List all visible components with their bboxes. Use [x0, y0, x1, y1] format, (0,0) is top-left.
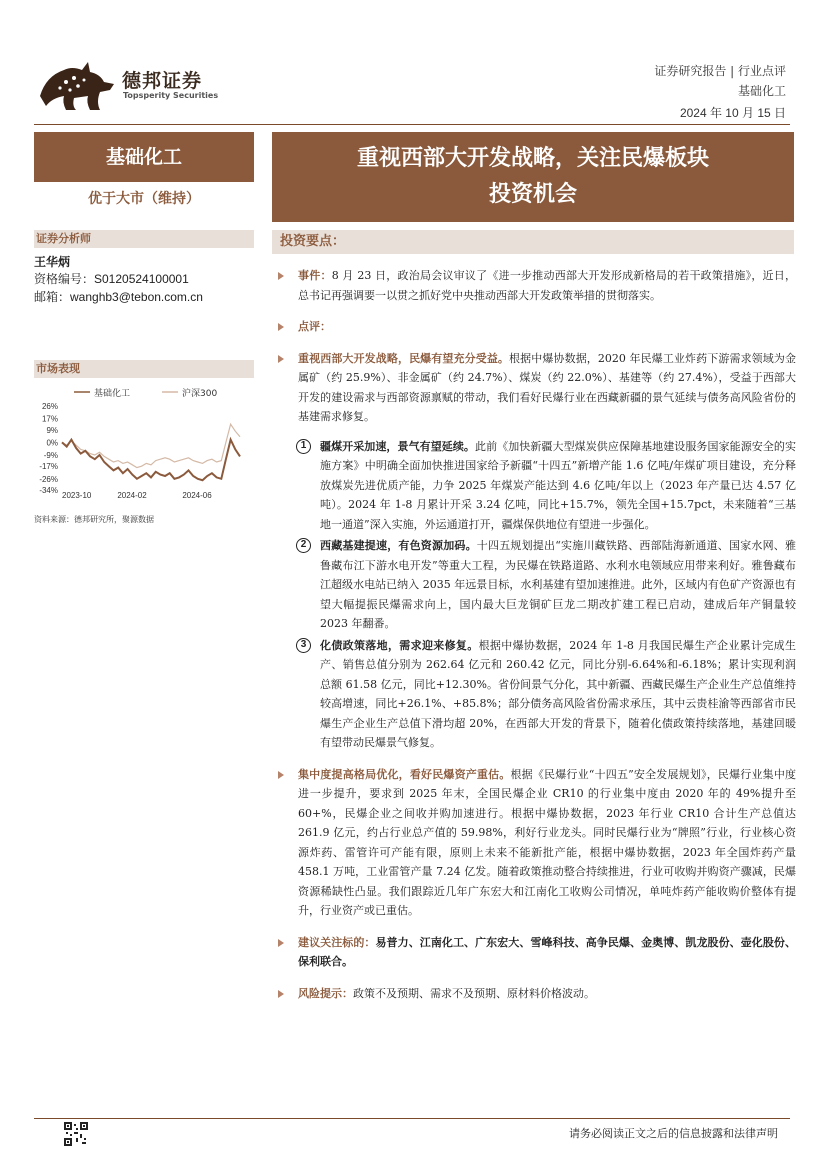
- report-type: 证券研究报告 | 行业点评: [654, 64, 786, 78]
- sub-point-3-text: 根据中爆协数据，2024 年 1-8 月我国民爆生产企业累计完成生产、销售总值分别为 262.64 亿元和 260.42 亿元，同比分别-6.64%和-6.18%；累计实现利润总额 61.58 亿元，同比+12.30%。省份间景气分化，其中新疆、西藏民爆生产企业生产总值维持较高增速，同比+26.1%、+85.8%；部分债务高风险省份需求承压，其中云贵桂渝等西部省市民爆生产企业生产总值下滑均超 20%，在西部大开发的背景下，随着化债政策持续落地，基建回暖有望带动民爆景气修复。: [320, 638, 796, 749]
- y-tick-label: 9%: [46, 425, 58, 435]
- comment-lead: 点评：: [298, 320, 331, 333]
- circled-number-1: 1: [296, 439, 311, 454]
- point-4-lead: 风险提示：: [298, 986, 353, 1000]
- event-lead: 事件：: [298, 269, 332, 282]
- main-content: [276, 266, 796, 1003]
- sub-point-1: [276, 437, 796, 535]
- sub-point-2: [276, 536, 796, 634]
- title-line-2: 投资机会: [488, 181, 577, 207]
- point-1-paragraph: [276, 349, 796, 427]
- brand-name: 德邦证券: [122, 70, 203, 92]
- company-logo: [38, 58, 118, 112]
- point-4-paragraph: [276, 984, 796, 1004]
- qr-code-icon: [64, 1122, 88, 1146]
- header-divider: [34, 124, 790, 125]
- y-tick-label: 26%: [41, 402, 58, 411]
- comment-paragraph: [276, 317, 796, 337]
- analyst-heading: 证券分析师: [34, 230, 254, 248]
- bullet-icon: [278, 939, 284, 947]
- bullet-icon: [278, 771, 284, 779]
- y-tick-label: -17%: [39, 462, 58, 472]
- y-tick-label: -34%: [39, 486, 58, 495]
- rating: 优于大市（维持）: [88, 191, 200, 207]
- legend-label: 基础化工: [94, 389, 131, 399]
- circled-number-3: 3: [296, 638, 311, 653]
- report-title: [272, 132, 794, 222]
- point-2-text: 根据《民爆行业“十四五”安全发展规划》，民爆行业集中度进一步提升，要求到 2025 年末，全国民爆企业 CR10 的行业集中度由 2020 年的 49%提升至 60+%，民爆企业之间收并购加速进行。根据中爆协数据，2023 年行业 CR10 合计生产总值达 261.9 亿元，约占行业总产值的 59.98%，利好行业龙头。同时民爆行业为“牌照”行业，行业核心资源炸药、雷管许可产能有限，原则上未来不能新批产能，根据中爆协数据，2023 年全国炸药产量 458.1 万吨，工业雷管产量 7.24 亿发。随着政策推动整合持续推进，行业可收购并购资产骤减，民爆资源稀缺性凸显。我们跟踪近几年广东宏大和江南化工收购公司情况，单吨炸药产能收购价整体有提升，行业资产或已重估。: [298, 767, 796, 917]
- point-3-paragraph: [276, 933, 796, 972]
- point-3-text: 易普力、江南化工、广东宏大、雪峰科技、高争民爆、金奥博、凯龙股份、壶化股份、保利联合。: [298, 935, 797, 968]
- x-tick-label: 2024-06: [182, 491, 212, 500]
- market-heading: 市场表现: [34, 360, 254, 378]
- analyst-cert: 资格编号：S0120524100001: [34, 272, 189, 286]
- point-4-text: 政策不及预期、需求不及预期、原材料价格波动。: [353, 986, 595, 1000]
- analyst-email[interactable]: 邮箱：wanghb3@tebon.com.cn: [34, 290, 203, 304]
- series-line: [62, 424, 240, 467]
- chart-source: 资料来源：德邦研究所，聚源数据: [34, 515, 154, 524]
- y-tick-label: 0%: [46, 438, 58, 448]
- point-2-lead: 集中度提高格局优化，看好民爆资产重估。: [298, 767, 511, 781]
- market-chart: [34, 382, 254, 500]
- sub-point-1-lead: 疆煤开采加速，景气有望延续。: [320, 439, 475, 453]
- y-tick-label: -9%: [43, 451, 58, 460]
- sub-point-3: [276, 636, 796, 753]
- footer-divider: [34, 1118, 790, 1119]
- event-text: 8 月 23 日，政治局会议审议了《进一步推动西部大开发形成新格局的若干政策措施》，近日，总书记再强调要一以贯之抓好党中央推动西部大开发政策举措的贯彻落实。: [298, 269, 797, 302]
- sub-point-2-text: 十四五规划提出“实施川藏铁路、西部陆海新通道、国家水网、雅鲁藏布江下游水电开发”等重大工程，为民爆在铁路道路、水利水电领域应用带来利好。雅鲁藏布江超级水电站已纳入 2035 年远景目标，水利基建有望加速推进。此外，区域内有色矿产资源也有望大幅提振民爆需求向上，国内最大巨龙铜矿巨龙二期改扩建工程已启动，建成后年产铜量较 2023 年翻番。: [320, 539, 797, 630]
- sector-box: 基础化工: [34, 132, 254, 182]
- header-sector: 基础化工: [737, 84, 786, 98]
- title-line-1: 重视西部大开发战略，关注民爆板块: [356, 145, 709, 171]
- sub-point-3-lead: 化债政策落地，需求迎来修复。: [320, 638, 479, 652]
- section-heading: 投资要点：: [272, 230, 794, 254]
- point-1-text: 根据中爆协数据，2020 年民爆工业炸药下游需求领域为金属矿（约 25.9%）、非金属矿（约 24.7%）、煤炭（约 22.0%）、基建等（约 27.4%），受益于西部大开发的建设需求与西部资源禀赋的带动，我们看好民爆行业在西藏新疆的景气延续与债务高风险省份的基建需求修复。: [298, 351, 797, 423]
- disclaimer: 请务必阅读正文之后的信息披露和法律声明: [569, 1127, 778, 1140]
- report-date: 2024 年 10 月 15 日: [679, 106, 786, 120]
- brand-name-en: Topsperity Securities: [123, 91, 219, 100]
- bullet-icon: [278, 355, 284, 363]
- bullet-icon: [278, 990, 284, 998]
- sub-point-2-lead: 西藏基建提速，有色资源加码。: [320, 539, 477, 552]
- point-1-lead: 重视西部大开发战略，民爆有望充分受益。: [298, 351, 510, 365]
- event-paragraph: [276, 266, 796, 305]
- x-tick-label: 2023-10: [62, 491, 92, 500]
- point-2-paragraph: [276, 765, 796, 921]
- circled-number-2: 2: [296, 538, 311, 553]
- bullet-icon: [278, 272, 284, 280]
- point-3-lead: 建议关注标的：: [298, 935, 376, 949]
- y-tick-label: -26%: [39, 474, 58, 484]
- x-tick-label: 2024-02: [117, 491, 147, 500]
- bullet-icon: [278, 323, 284, 331]
- y-tick-label: 17%: [41, 414, 58, 424]
- legend-label: 沪深300: [182, 389, 218, 399]
- analyst-name: 王华炳: [34, 255, 71, 269]
- sub-point-1-text: 此前《加快新疆大型煤炭供应保障基地建设服务国家能源安全的实施方案》中明确全面加快推进国家给予新疆“十四五”新增产能 1.6 亿吨/年煤矿项目建设，充分释放煤炭先进优质产能，力争 2025 年煤炭产能达到 4.6 亿吨/年以上（2023 年产量已达 4.57 亿吨）。2024 年 1-8 月累计开采 3.24 亿吨，同比+15.7%，领先全国+15.7pct，未来随着“三基地一通道”深入实施，外运通道打开，疆煤保供地位有望进一步强化。: [320, 439, 796, 531]
